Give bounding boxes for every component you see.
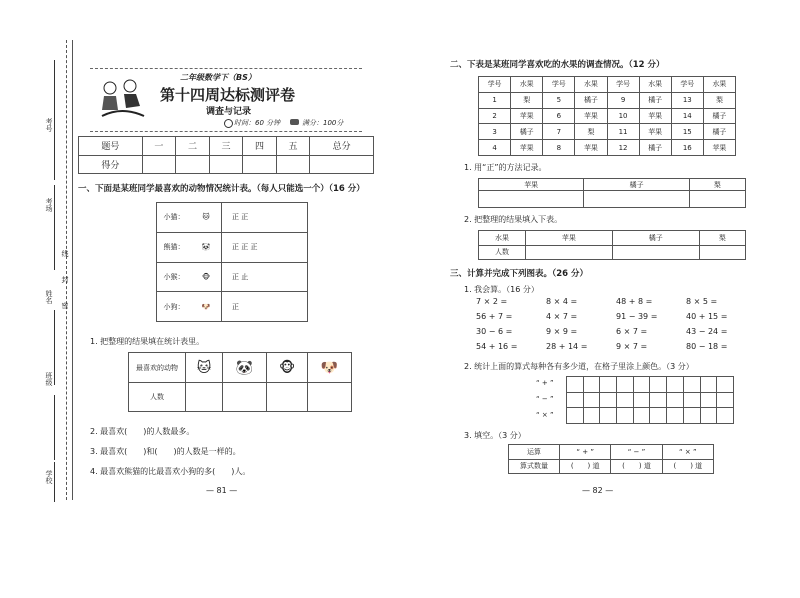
result-label: 人数 [129, 383, 186, 412]
survey-header: 水果 [511, 77, 543, 93]
grid-cell[interactable] [633, 392, 650, 408]
survey-cell: 苹果 [639, 108, 671, 124]
arithmetic-problem: 4 × 7 = [546, 312, 578, 321]
animal-tally: 正 正 [222, 203, 308, 233]
answer-cell[interactable] [526, 245, 613, 260]
score-header: 题号 [79, 137, 143, 156]
exam-no-line [54, 60, 55, 180]
animal-tally-table [156, 202, 308, 322]
seal-mi: 密 [61, 302, 69, 309]
q1-sub1: 1. 把整理的结果填在统计表里。 [90, 337, 205, 346]
panda-icon: 🐼 [223, 353, 267, 383]
survey-cell: 苹果 [511, 108, 543, 124]
tally-header: 橘子 [584, 179, 689, 191]
survey-cell: 13 [671, 92, 703, 108]
q1-sub2: 2. 最喜欢( )的人数最多。 [90, 427, 195, 436]
seal-xian: 线 [61, 250, 69, 257]
answer-cell[interactable]: ( ) 道 [662, 459, 713, 474]
grid-cell[interactable] [667, 377, 684, 393]
binding-line [66, 40, 67, 500]
q1-sub4: 4. 最喜欢熊猫的比最喜欢小狗的多( )人。 [90, 467, 251, 476]
survey-cell: 6 [543, 108, 575, 124]
survey-cell: 苹果 [575, 108, 607, 124]
fill-header: “ × ” [662, 445, 713, 460]
animal-tally: 正 止 [222, 262, 308, 292]
grid-cell[interactable] [700, 377, 717, 393]
page-number-right: — 82 — [582, 486, 614, 495]
score-header: 四 [243, 137, 277, 156]
count-fill-table [508, 444, 714, 474]
score-table [78, 136, 374, 174]
grid-cell[interactable] [700, 392, 717, 408]
survey-cell: 橘子 [575, 92, 607, 108]
grid-cell[interactable] [683, 408, 700, 424]
dog-icon: 🐶 [308, 353, 352, 383]
score-cell[interactable] [276, 155, 310, 174]
answer-cell[interactable] [267, 383, 308, 412]
survey-cell: 苹果 [639, 124, 671, 140]
q3-sub1: 1. 我会算。（16 分） [464, 285, 539, 294]
result-header: 苹果 [526, 231, 613, 246]
score-row-label: 得分 [79, 155, 143, 174]
animal-name: 小狗： [157, 292, 192, 322]
survey-cell: 7 [543, 124, 575, 140]
class-label: 班级 [45, 372, 53, 386]
arithmetic-problem: 6 × 7 = [616, 327, 648, 336]
tally-header: 苹果 [479, 179, 584, 191]
score-header: 总分 [310, 137, 374, 156]
survey-cell: 1 [479, 92, 511, 108]
animal-tally: 正 [222, 292, 308, 322]
survey-header: 学号 [543, 77, 575, 93]
tally-record-table [478, 178, 746, 208]
survey-cell: 橘子 [703, 108, 735, 124]
q2-sub2: 2. 把整理的结果填入下表。 [464, 215, 563, 224]
arithmetic-problem: 54 + 16 = [476, 342, 518, 351]
grid-cell[interactable] [600, 408, 617, 424]
animal-name: 熊猫： [157, 232, 192, 262]
q2-heading: 二、下表是某班同学喜欢吃的水果的调查情况。（12 分） [450, 60, 665, 70]
grid-cell[interactable] [667, 392, 684, 408]
survey-cell: 10 [607, 108, 639, 124]
score-header: 二 [176, 137, 210, 156]
grid-cell[interactable] [700, 408, 717, 424]
result-row-label: 人数 [479, 245, 526, 260]
survey-cell: 14 [671, 108, 703, 124]
survey-cell: 11 [607, 124, 639, 140]
grid-cell[interactable] [717, 408, 734, 424]
grid-cell[interactable] [600, 392, 617, 408]
survey-cell: 5 [543, 92, 575, 108]
q1-heading: 一、下面是某班同学最喜欢的动物情况统计表。（每人只能选一个）（16 分） [78, 184, 365, 194]
seat-no-line [54, 185, 55, 270]
survey-header: 水果 [639, 77, 671, 93]
score-cell[interactable] [209, 155, 243, 174]
survey-cell: 2 [479, 108, 511, 124]
grid-cell[interactable] [650, 392, 667, 408]
school-label: 学校 [45, 470, 53, 484]
arithmetic-problem: 91 − 39 = [616, 312, 658, 321]
animal-result-table [128, 352, 352, 412]
grid-cell[interactable] [617, 377, 634, 393]
survey-cell: 梨 [511, 92, 543, 108]
cat-icon: 🐱 [186, 353, 223, 383]
survey-cell: 12 [607, 140, 639, 156]
exam-no-label: 考号 [45, 118, 53, 132]
fill-header: “ − ” [611, 445, 662, 460]
class-line [54, 395, 55, 460]
answer-cell[interactable] [223, 383, 267, 412]
grid-cell[interactable] [683, 392, 700, 408]
survey-cell: 苹果 [511, 140, 543, 156]
survey-header: 学号 [607, 77, 639, 93]
binding-solid-line [72, 40, 73, 500]
survey-cell: 橘子 [639, 92, 671, 108]
score-header: 五 [276, 137, 310, 156]
op-label-minus: “ − ” [536, 395, 554, 403]
grid-cell[interactable] [583, 408, 600, 424]
fruit-survey-table [478, 76, 736, 156]
grid-cell[interactable] [667, 408, 684, 424]
fill-header: 运算 [509, 445, 560, 460]
animal-name: 小猫： [157, 203, 192, 233]
arithmetic-problem: 9 × 9 = [546, 327, 578, 336]
result-header: 水果 [479, 231, 526, 246]
answer-cell[interactable]: ( ) 道 [560, 459, 611, 474]
result-label: 最喜欢的动物 [129, 353, 186, 383]
grid-cell[interactable] [583, 377, 600, 393]
arithmetic-grid [476, 297, 744, 357]
name-label: 姓名 [45, 290, 53, 304]
survey-cell: 橘子 [639, 140, 671, 156]
full-score: 满分：100分 [302, 119, 344, 127]
grid-cell[interactable] [567, 392, 584, 408]
page-topic: 调查与记录 [206, 107, 252, 117]
arithmetic-problem: 28 + 14 = [546, 342, 588, 351]
grid-cell[interactable] [600, 377, 617, 393]
arithmetic-problem: 30 − 6 = [476, 327, 513, 336]
survey-cell: 9 [607, 92, 639, 108]
grid-cell[interactable] [633, 408, 650, 424]
tally-cell[interactable] [584, 191, 689, 208]
name-line [54, 310, 55, 385]
grid-cell[interactable] [633, 377, 650, 393]
animal-name: 小猴： [157, 262, 192, 292]
page-number-left: — 81 — [206, 486, 238, 495]
survey-cell: 梨 [575, 124, 607, 140]
survey-cell: 苹果 [703, 140, 735, 156]
arithmetic-problem: 40 + 15 = [686, 312, 728, 321]
survey-header: 学号 [479, 77, 511, 93]
fill-row-label: 算式数量 [509, 459, 560, 474]
arithmetic-problem: 9 × 7 = [616, 342, 648, 351]
result-header: 梨 [699, 231, 745, 246]
score-cell[interactable] [176, 155, 210, 174]
q3-sub3: 3. 填空。（3 分） [464, 431, 526, 440]
monkey-icon: 🐵 [191, 262, 222, 292]
arithmetic-problem: 80 − 18 = [686, 342, 728, 351]
grid-cell[interactable] [717, 392, 734, 408]
survey-header: 水果 [575, 77, 607, 93]
panda-icon: 🐼 [191, 232, 222, 262]
answer-cell[interactable]: ( ) 道 [611, 459, 662, 474]
survey-cell: 3 [479, 124, 511, 140]
grid-cell[interactable] [683, 377, 700, 393]
arithmetic-problem: 8 × 4 = [546, 297, 578, 306]
fill-header: “ + ” [560, 445, 611, 460]
arithmetic-problem: 56 + 7 = [476, 312, 513, 321]
q2-sub1: 1. 用“正”的方法记录。 [464, 163, 547, 172]
survey-cell: 橘子 [511, 124, 543, 140]
grid-cell[interactable] [717, 377, 734, 393]
q3-heading: 三、计算并完成下列图表。（26 分） [450, 269, 589, 279]
tally-header: 梨 [689, 179, 745, 191]
animal-tally: 正 正 正 [222, 232, 308, 262]
grid-cell[interactable] [567, 408, 584, 424]
q3-sub2: 2. 统计上面的算式每种各有多少道，在格子里涂上颜色。（3 分） [464, 362, 694, 371]
fruit-result-table [478, 230, 746, 260]
tally-cell[interactable] [689, 191, 745, 208]
survey-header: 学号 [671, 77, 703, 93]
time-limit: 时间：60 分钟 [234, 119, 281, 127]
arithmetic-problem: 43 − 24 = [686, 327, 728, 336]
score-header: 三 [209, 137, 243, 156]
cat-icon: 🐱 [191, 203, 222, 233]
answer-cell[interactable] [186, 383, 223, 412]
grid-cell[interactable] [617, 392, 634, 408]
score-header: 一 [142, 137, 176, 156]
op-label-plus: “ + ” [536, 379, 554, 387]
survey-cell: 苹果 [575, 140, 607, 156]
result-header: 橘子 [612, 231, 699, 246]
survey-cell: 4 [479, 140, 511, 156]
arithmetic-problem: 48 + 8 = [616, 297, 653, 306]
score-cell[interactable] [243, 155, 277, 174]
seal-feng: 封 [61, 276, 69, 283]
header-subtitle: 二年级数学下（BS） [180, 73, 256, 82]
kids-illustration-icon [96, 76, 148, 122]
coloring-grid [566, 376, 734, 424]
arithmetic-problem: 7 × 2 = [476, 297, 508, 306]
clock-icon [224, 119, 233, 128]
tally-cell[interactable] [479, 191, 584, 208]
answer-cell[interactable] [308, 383, 352, 412]
op-label-times: “ × ” [536, 411, 554, 419]
survey-header: 水果 [703, 77, 735, 93]
score-icon [290, 119, 299, 125]
answer-cell[interactable] [699, 245, 745, 260]
survey-cell: 橘子 [703, 124, 735, 140]
grid-cell[interactable] [583, 392, 600, 408]
answer-cell[interactable] [612, 245, 699, 260]
dog-icon: 🐶 [191, 292, 222, 322]
seat-no-label: 考场 [45, 198, 53, 212]
score-cell[interactable] [310, 155, 374, 174]
survey-cell: 15 [671, 124, 703, 140]
score-cell[interactable] [142, 155, 176, 174]
monkey-icon: 🐵 [267, 353, 308, 383]
arithmetic-problem: 8 × 5 = [686, 297, 718, 306]
survey-cell: 梨 [703, 92, 735, 108]
q1-sub3: 3. 最喜欢( )和( )的人数是一样的。 [90, 447, 241, 456]
grid-cell[interactable] [650, 377, 667, 393]
school-line [54, 462, 55, 502]
grid-cell[interactable] [617, 408, 634, 424]
survey-cell: 8 [543, 140, 575, 156]
page-title: 第十四周达标测评卷 [160, 86, 296, 104]
survey-cell: 16 [671, 140, 703, 156]
grid-cell[interactable] [650, 408, 667, 424]
grid-cell[interactable] [567, 377, 584, 393]
